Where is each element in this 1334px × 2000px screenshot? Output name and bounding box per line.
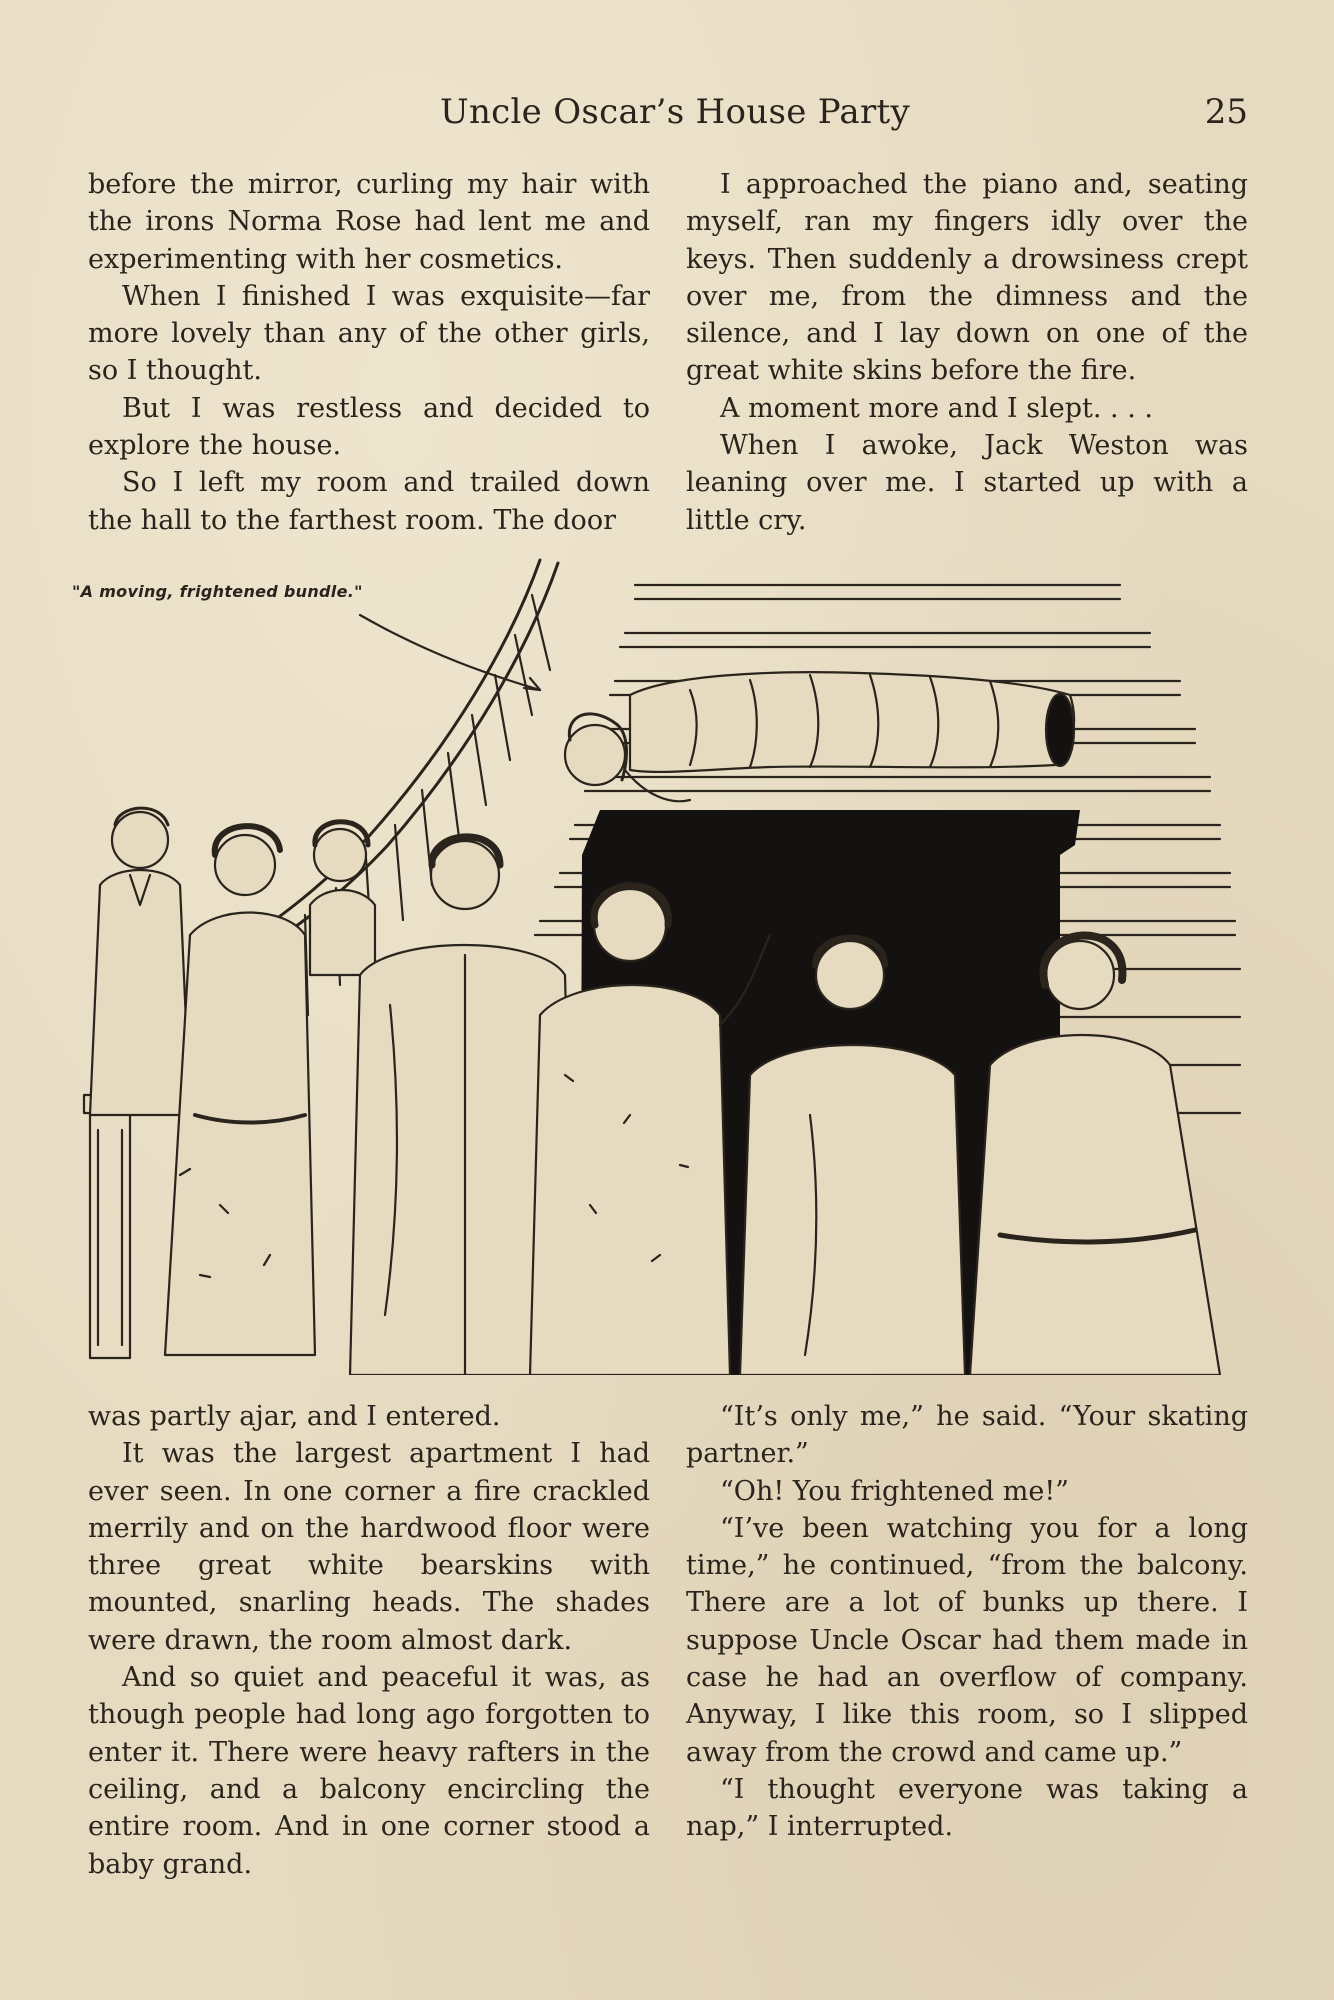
text-column-bottom-right	[686, 1398, 1248, 1846]
paragraph: before the mirror, curling my hair with the irons Norma Rose had lent me and experimenting with her cosmetics.	[88, 169, 650, 275]
guest-woman-back-left	[310, 822, 375, 975]
paragraph: So I left my room and trailed down the hall to the farthest room. The door	[88, 467, 650, 536]
paragraph: But I was restless and decided to explore the house.	[88, 392, 650, 462]
text-column-top-left	[88, 166, 650, 539]
page-header	[88, 92, 1248, 136]
paragraph: “It’s only me,” he said. “Your skating partner.”	[686, 1401, 1248, 1470]
paragraph: When I awoke, Jack Weston was leaning over me. I started up with a little cry.	[686, 430, 1248, 536]
paragraph: was partly ajar, and I entered.	[88, 1401, 501, 1432]
paragraph: And so quiet and peaceful it was, as though people had long ago forgotten to enter it. There were heavy rafters in the ceiling, and a balcony encircling the entire room. And in one corner stood a baby grand.	[88, 1662, 650, 1880]
newel-post	[84, 1075, 136, 1358]
bundle-figure	[565, 672, 1074, 801]
illustration-caption: "A moving, frightened bundle."	[72, 582, 363, 601]
text-column-top-right	[686, 166, 1248, 539]
paragraph: “I thought everyone was taking a nap,” I interrupted.	[686, 1773, 1248, 1843]
guest-man-left	[90, 808, 190, 1115]
paragraph: When I finished I was exquisite—far more lovely than any of the other girls, so I thought.	[88, 280, 650, 387]
running-title: Uncle Oscar’s House Party	[440, 92, 910, 132]
staircase-illustration	[70, 555, 1265, 1375]
paragraph: “I’ve been watching you for a long time,” he continued, “from the balcony. There are a lot of bunks up there. I suppose Uncle Oscar had them made in case he had an overflow of company. Anyway, I like this room, so I slipped away from the crowd and came up.”	[686, 1512, 1248, 1768]
page-number: 25	[1204, 92, 1248, 132]
paragraph: A moment more and I slept. . . .	[720, 392, 1153, 424]
text-column-bottom-left	[88, 1398, 650, 1883]
paragraph: It was the largest apartment I had ever seen. In one corner a fire crackled merrily and on the hardwood floor were three great white bearskins with mounted, snarling heads. The shades were drawn, the room almost dark.	[88, 1438, 650, 1656]
paragraph: I approached the piano and, seating myself, ran my fingers idly over the keys. Then suddenly a drowsiness crept over me, from the dimness and the silence, and I lay down on one of the great white skins before the fire.	[686, 169, 1248, 387]
paragraph: “Oh! You frightened me!”	[720, 1475, 1069, 1507]
